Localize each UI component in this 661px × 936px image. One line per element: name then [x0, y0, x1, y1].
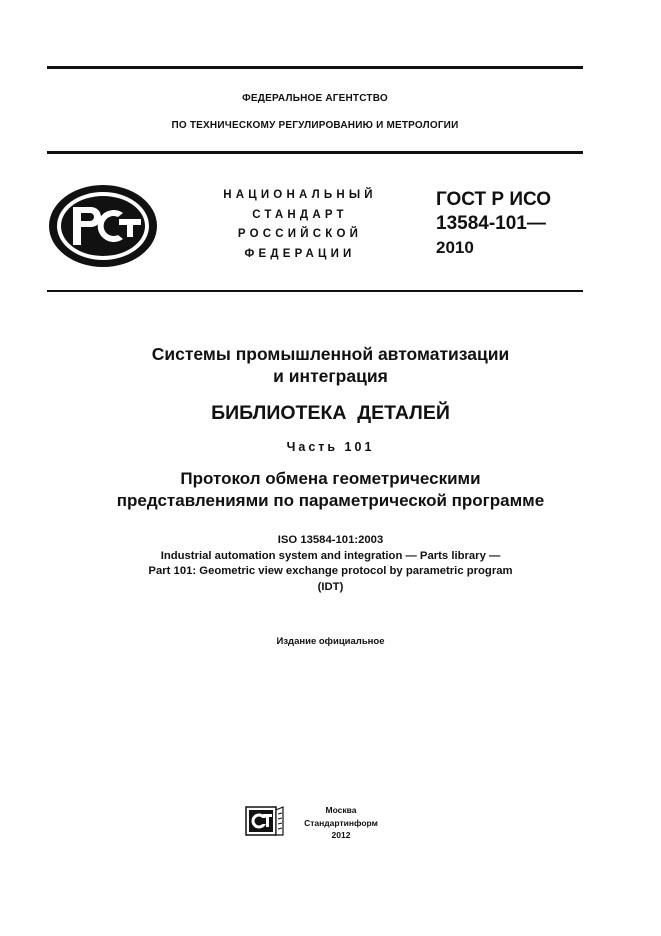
agency-line-2: ПО ТЕХНИЧЕСКОМУ РЕГУЛИРОВАНИЮ И МЕТРОЛОГИИ — [171, 120, 459, 131]
publisher-block — [293, 804, 389, 842]
header-rule — [47, 151, 583, 154]
iso-line-4: (IDT) — [317, 580, 344, 593]
standard-type-line-3: РОССИЙСКОЙ — [237, 228, 363, 240]
publisher-year: 2012 — [331, 830, 351, 840]
title-line-1: Системы промышленной автоматизации — [151, 344, 510, 364]
standard-type-line-1: НАЦИОНАЛЬНЫЙ — [223, 189, 377, 201]
title-line-2: и интеграция — [273, 366, 388, 386]
gost-year: 2010 — [436, 238, 474, 257]
iso-line-2: Industrial automation system and integration — Parts library — — [160, 549, 501, 562]
gost-line-2: 13584-101— — [436, 213, 546, 234]
part-label: Часть 101 — [286, 440, 375, 454]
main-title: БИБЛИОТЕКА ДЕТАЛЕЙ — [211, 402, 450, 424]
agency-line-1: ФЕДЕРАЛЬНОЕ АГЕНТСТВО — [242, 93, 388, 104]
iso-reference — [0, 533, 661, 595]
subtitle-line-1: Протокол обмена геометрическими — [180, 469, 481, 488]
title-rule — [47, 290, 583, 292]
rst-certification-mark-icon — [47, 183, 159, 274]
top-rule — [47, 66, 583, 69]
standard-type-line-4: ФЕДЕРАЦИИ — [244, 247, 356, 260]
title-block — [0, 343, 661, 387]
gost-designation — [436, 188, 551, 260]
subtitle-line-2: представлениями по параметрической программе — [116, 491, 545, 510]
standard-type — [185, 186, 415, 264]
gost-line-1: ГОСТ Р ИСО — [436, 189, 552, 210]
subtitle-block — [0, 468, 661, 512]
iso-line-3: Part 101: Geometric view exchange protocol by parametric program — [148, 565, 513, 577]
iso-line-1: ISO 13584-101:2003 — [277, 534, 384, 546]
publisher-city: Москва — [325, 805, 357, 815]
publisher-name: Стандартинформ — [304, 817, 378, 828]
edition-label: Издание официальное — [276, 636, 385, 647]
standard-type-line-2: СТАНДАРТ — [252, 208, 348, 221]
standartinform-logo-icon — [245, 806, 285, 841]
